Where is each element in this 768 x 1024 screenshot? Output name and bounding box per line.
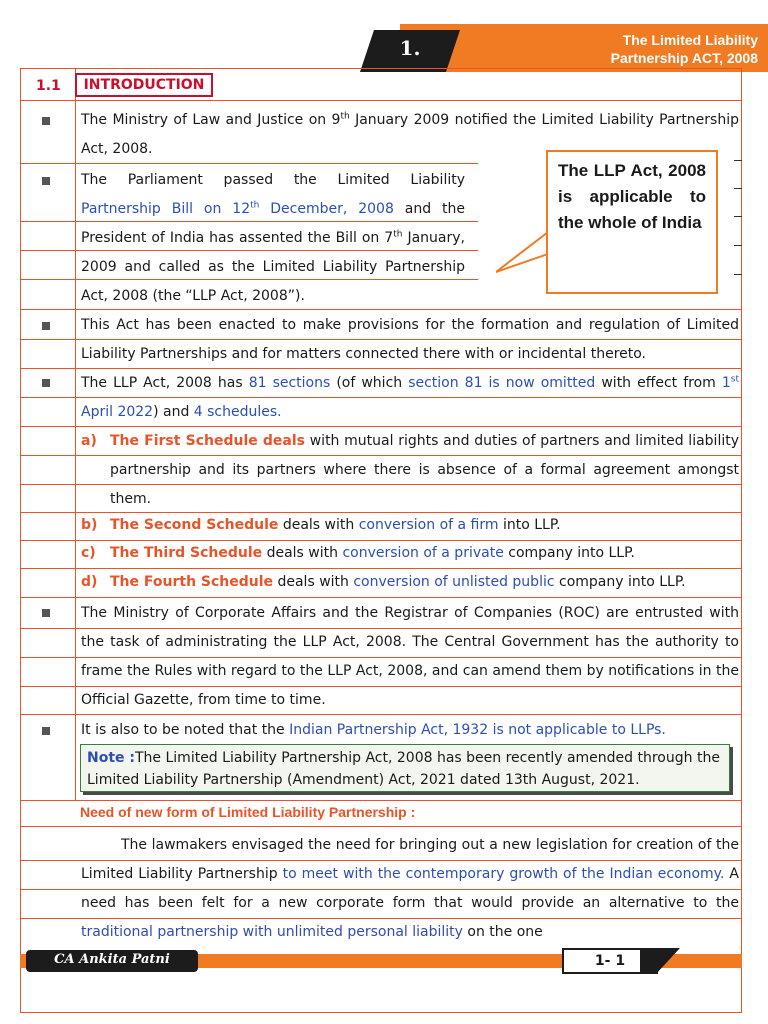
bullet-icon: [42, 727, 50, 735]
paragraph-sections: The LLP Act, 2008 has 81 sections (of which section 81 is now omitted with effect from 1st April 2022) and 4 schedules.: [81, 374, 739, 420]
chapter-title: The Limited Liability Partnership ACT, 2008: [610, 32, 758, 66]
rule: [20, 397, 742, 398]
note-box: Note :The Limited Liability Partnership Act, 2008 has been recently amended through the Limited Liability Partnership (Amendment) Act, 2021 dated 13th August, 2021.: [80, 744, 730, 792]
page-number: 1- 1: [562, 948, 658, 974]
rule: [20, 339, 742, 340]
author-name: CA Ankita Patni: [54, 952, 170, 967]
rule: [20, 309, 742, 310]
rule: [20, 889, 742, 890]
margin-tick: [734, 245, 742, 246]
note-label: Note :: [87, 750, 135, 766]
section-number: 1.1: [36, 78, 61, 94]
schedule-c-text: The Third Schedule deals with conversion of a private company into LLP.: [110, 545, 635, 561]
schedule-a-label: a): [81, 433, 97, 449]
schedule-d-text: The Fourth Schedule deals with conversion of unlisted public company into LLP.: [110, 574, 686, 590]
schedule-c-label: c): [81, 545, 96, 561]
bullet-icon: [42, 177, 50, 185]
margin-tick: [734, 274, 742, 275]
rule: [20, 628, 742, 629]
rule: [20, 686, 742, 687]
chapter-number: 1.: [399, 36, 421, 60]
margin-tick: [734, 216, 742, 217]
schedule-b-text: The Second Schedule deals with conversion of a firm into LLP.: [110, 517, 561, 533]
paragraph-need: The lawmakers envisaged the need for bringing out a new legislation for creation of the Limited Liability Partnership to meet with the contemporary growth of the Indian economy. A need has been felt for a new corporate form that would provide an alternative to the traditional partnership with unlimited personal liability on the one: [81, 837, 740, 940]
section-title: INTRODUCTION: [75, 73, 213, 97]
rule: [20, 100, 742, 101]
rule: [20, 484, 742, 485]
rule: [20, 826, 742, 827]
bullet-icon: [42, 609, 50, 617]
bullet-icon: [42, 379, 50, 387]
paragraph-partnership-act: It is also to be noted that the Indian Partnership Act, 1932 is not applicable to LLPs.: [81, 722, 666, 738]
rule: [20, 714, 742, 715]
margin-tick: [734, 188, 742, 189]
callout-pointer: [496, 228, 548, 274]
rule: [20, 918, 742, 919]
callout-box: The LLP Act, 2008 is applicable to the whole of India: [546, 150, 718, 294]
bullet-icon: [42, 322, 50, 330]
column-divider: [75, 68, 76, 800]
rule: [20, 279, 478, 280]
paragraph-mca-roc: The Ministry of Corporate Affairs and the Registrar of Companies (ROC) are entrusted with the task of administrating the LLP Act, 2008. The Central Government has the authority to frame the Rules with regard to the LLP Act, 2008, and can amend them by notifications in the Official Gazette, from time to time.: [81, 605, 739, 708]
paragraph-ministry: The Ministry of Law and Justice on 9th January 2009 notified the Limited Liability Partnership Act, 2008.: [81, 111, 739, 157]
rule: [20, 163, 478, 164]
paragraph-act-purpose: This Act has been enacted to make provisions for the formation and regulation of Limited Liability Partnerships and for matters connected there with or incidental thereto.: [81, 317, 739, 362]
rule: [20, 860, 742, 861]
rule: [20, 597, 742, 598]
schedule-a-text: The First Schedule deals with mutual rights and duties of partners and limited liability partnership and its partners where there is absence of a formal agreement amongst them.: [110, 433, 739, 507]
rule: [20, 657, 742, 658]
paragraph-parliament: The Parliament passed the Limited Liability Partnership Bill on 12th December, 2008 and the President of India has assented the Bill on 7th January, 2009 and called as the Limited Liability Partnership Act, 2008 (the “LLP Act, 2008”).: [81, 172, 466, 304]
rule: [20, 455, 742, 456]
schedule-d-label: d): [81, 574, 98, 590]
rule: [20, 800, 742, 801]
margin-tick: [734, 160, 742, 161]
bullet-icon: [42, 117, 50, 125]
schedule-b-label: b): [81, 517, 98, 533]
rule: [20, 221, 478, 222]
rule: [20, 250, 478, 251]
subheading-need: Need of new form of Limited Liability Partnership :: [80, 804, 416, 820]
